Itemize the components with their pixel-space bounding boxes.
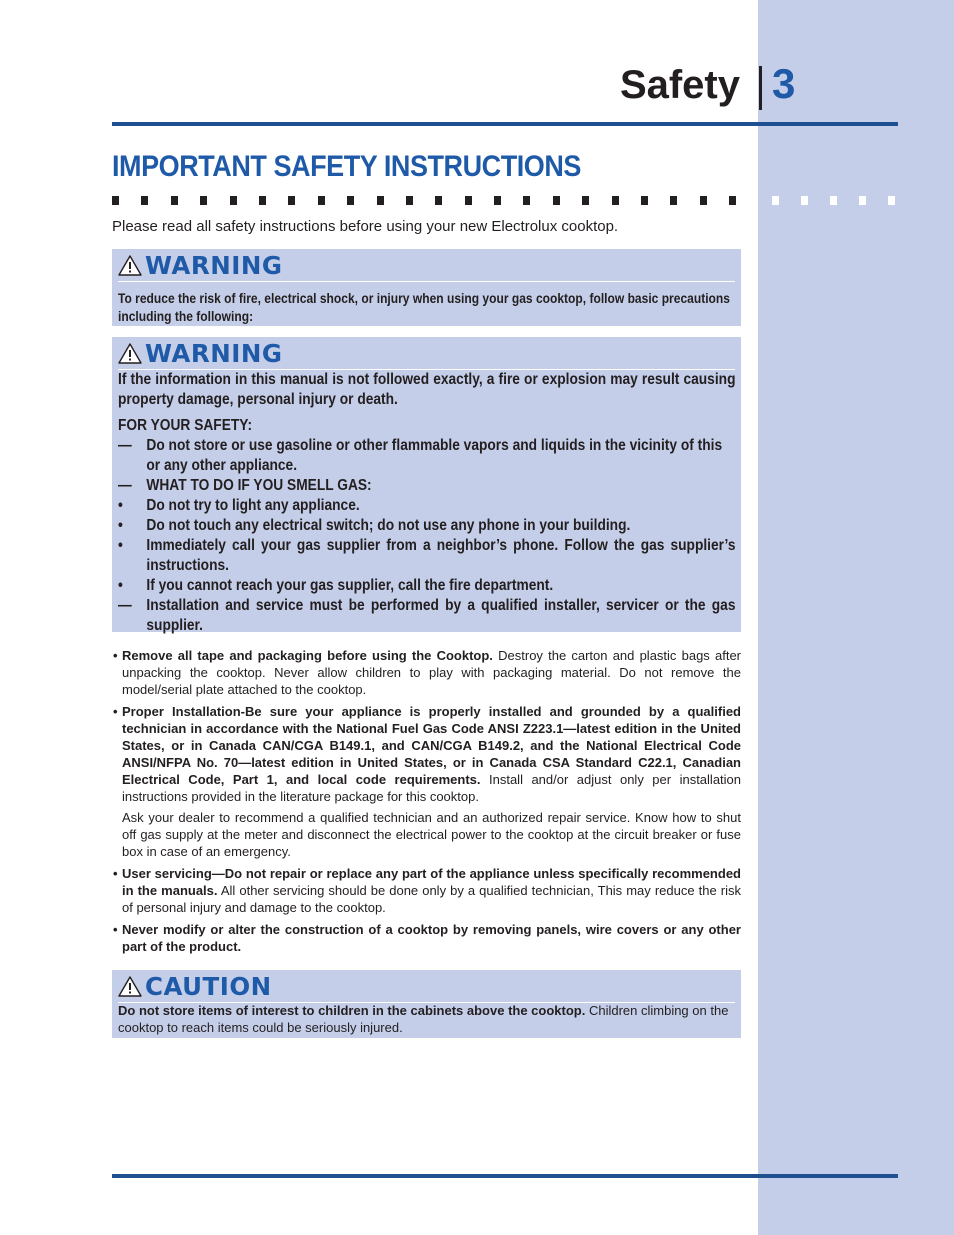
warning-text: To reduce the risk of fire, electrical shock, or injury when using your gas cooktop, follow basic precautions including the following: [118, 290, 730, 324]
list-item: • User servicing—Do not repair or replace any part of the appliance unless specifically recommended in the manuals. All other servicing should be done only by a qualified technician, This may reduce the risk of personal injury and damage to the cooktop. [113, 866, 741, 915]
warning-triangle-icon [118, 343, 142, 364]
list-item: — Installation and service must be performed by a qualified installer, servicer or the gas supplier. [118, 597, 736, 634]
list-item: • Do not touch any electrical switch; do not use any phone in your building. [118, 517, 631, 534]
caution-text: Do not store items of interest to children in the cabinets above the cooktop. Children climbing on the cooktop to reach items could be seriously injured. [118, 1003, 729, 1035]
list-item: — WHAT TO DO IF YOU SMELL GAS: [118, 477, 372, 494]
list-item: • Never modify or alter the construction of a cooktop by removing panels, wire covers or any other part of the product. [113, 922, 741, 954]
list-item: • Do not try to light any appliance. [118, 497, 360, 514]
list-item: • Proper Installation-Be sure your appliance is properly installed and grounded by a qualified technician in accordance with the National Fuel Gas Code ANSI Z223.1—latest edition in the United States, or in Canada CAN/CGA B149.1, and CAN/CGA B149.2, and the National Electrical Code ANSI/NFPA No. 70—latest edition in United States, or in Canada CSA Standard C22.1, Canadian Electrical Code, Part 1, and local code requirements. Install and/or adjust only per installation instructions provided in the literature package for this cooktop. Ask your dealer to recommend a qualified technician and an authorized repair service. Know how to shut off gas supply at the meter and disconnect the electrical power to the cooktop at the circuit breaker or fuse box in case of an emergency. [113, 704, 742, 859]
warning-body [118, 370, 735, 636]
safety-list [118, 436, 735, 636]
header-divider [759, 66, 762, 110]
safety-bullets [112, 647, 741, 960]
intro-text: Please read all safety instructions before using your new Electrolux cooktop. [112, 218, 619, 235]
warning-title [118, 251, 735, 282]
warning-lead: If the information in this manual is not followed exactly, a fire or explosion may result causing property damage, personal injury or death. [118, 371, 736, 408]
warning-box-1 [112, 249, 741, 326]
list-item: • Immediately call your gas supplier from a neighbor’s phone. Follow the gas supplier’s instructions. [118, 537, 736, 574]
bottom-rule [112, 1174, 898, 1178]
dealer-paragraph: Ask your dealer to recommend a qualified technician and an authorized repair service. Know how to shut off gas supply at the meter and disconnect the electrical power to the cooktop at the circuit breaker or fuse box in case of an emergency. [122, 810, 741, 859]
list-item: • Remove all tape and packaging before using the Cooktop. Destroy the carton and plastic bags after unpacking the cooktop. Never allow children to play with packaging material. Do not remove the model/serial plate attached to the cooktop. [113, 648, 742, 697]
sidebar-band [758, 0, 954, 1235]
warning-label: WARNING [145, 339, 283, 368]
warning-box-2 [112, 337, 741, 632]
section-heading: IMPORTANT SAFETY INSTRUCTIONS [112, 150, 581, 183]
warning-label: WARNING [145, 251, 283, 280]
dotted-divider [112, 196, 759, 206]
caution-label: CAUTION [145, 972, 272, 1001]
chapter-number: 3 [772, 60, 796, 107]
list-item: — Do not store or use gasoline or other flammable vapors and liquids in the vicinity of this or any other appliance. [118, 437, 723, 474]
caution-title [118, 972, 735, 1003]
page-title: Safety [619, 63, 740, 107]
for-your-safety-label: FOR YOUR SAFETY: [118, 417, 253, 434]
sidebar-dotted-divider [772, 196, 917, 206]
list-item: • If you cannot reach your gas supplier, call the fire department. [118, 577, 554, 594]
caution-box [112, 970, 741, 1038]
warning-title [118, 339, 735, 370]
top-rule [112, 122, 898, 126]
warning-triangle-icon [118, 255, 142, 276]
warning-triangle-icon [118, 976, 142, 997]
page-header [112, 60, 796, 112]
